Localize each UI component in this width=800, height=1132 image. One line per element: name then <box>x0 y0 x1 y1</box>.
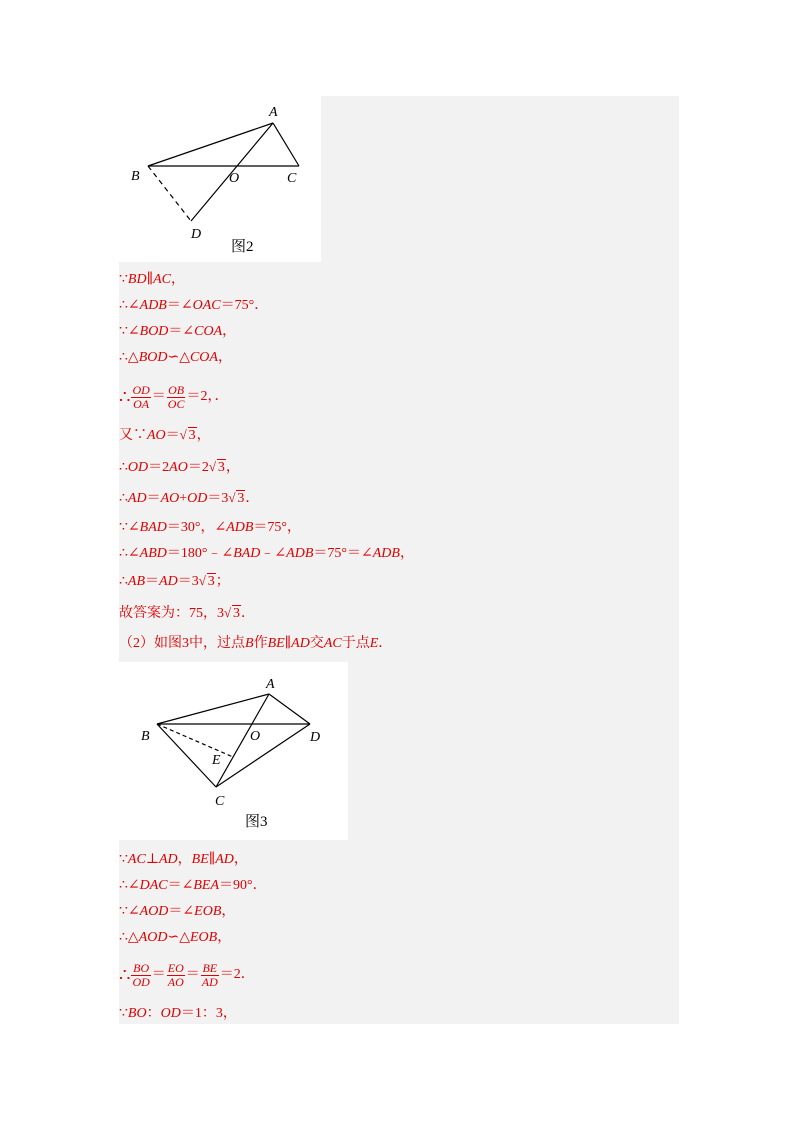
sqrt-3: √ 3 <box>228 489 245 509</box>
label-d: D <box>191 227 202 242</box>
label-c: C <box>215 794 225 809</box>
fraction-bo-od: $\frac{BO}{OD}$ <box>132 960 150 989</box>
line-18: ∴ $\frac{BO}{OD}$ ＝ $\frac{EO}{AO}$ ＝ $\frac{BE}{AD}$ ＝2． <box>119 960 255 989</box>
line-1: ∵BD∥AC， <box>119 272 185 287</box>
segment-be-dashed <box>157 724 233 757</box>
label-b: B <box>131 169 140 184</box>
sqrt-3: √ 3 <box>224 604 241 624</box>
line-7: ∴OD＝2AO＝2√ 3， <box>119 458 240 478</box>
line-19: ∵BO：OD＝1：3， <box>119 1006 237 1021</box>
segment-ad <box>269 694 310 724</box>
label-b: B <box>141 729 150 744</box>
line-17: ∴△AOD∽△EOB， <box>119 930 232 945</box>
label-e: E <box>212 753 221 768</box>
line-11: ∴AB＝AD＝3√ 3； <box>119 572 230 592</box>
line-15: ∴∠DAC＝∠BEA＝90°． <box>119 878 267 893</box>
sqrt-3: √ 3 <box>180 426 197 446</box>
line-12: 故答案为：75，3√ 3． <box>119 604 255 624</box>
line-14: ∵AC⊥AD，BE∥AD， <box>119 852 248 867</box>
figure-3 <box>119 662 348 840</box>
line-8: ∴AD＝AO+OD＝3√ 3． <box>119 489 259 509</box>
sqrt-3: √ 3 <box>199 572 216 592</box>
label-d: D <box>310 730 321 745</box>
figure-2 <box>119 96 321 262</box>
line-6: 又∵AO＝√ 3， <box>119 426 211 446</box>
line-3: ∵∠BOD＝∠COA， <box>119 324 237 339</box>
segment-bc <box>157 724 216 787</box>
fraction-be-ad: $\frac{BE}{AD}$ <box>201 960 218 989</box>
figure-2-diagram <box>119 96 321 262</box>
line-16: ∵∠AOD＝∠EOB， <box>119 904 236 919</box>
label-o: O <box>250 729 261 744</box>
sqrt-3: √ 3 <box>209 458 226 478</box>
label-a: A <box>269 105 278 120</box>
fraction-eo-ao: $\frac{EO}{AO}$ <box>167 960 184 989</box>
label-o: O <box>229 171 240 186</box>
line-9: ∵∠BAD＝30°，∠ADB＝75°， <box>119 520 302 535</box>
segment-ba <box>157 694 269 724</box>
line-10: ∴∠ABD＝180°﹣∠BAD﹣∠ADB＝75°＝∠ADB， <box>119 546 414 561</box>
figure-2-caption: 图2 <box>231 239 254 255</box>
segment-ac <box>216 694 269 787</box>
segment-ac <box>273 123 299 166</box>
figure-3-caption: 图3 <box>245 814 268 830</box>
line-13: （2）如图3中，过点B作BE∥AD交AC于点E． <box>119 636 393 651</box>
label-a: A <box>266 677 275 692</box>
segment-bd-dashed <box>148 166 191 221</box>
fraction-ob-oc: $\frac{OB}{OC}$ <box>167 382 185 411</box>
line-5: ∴ $\frac{OD}{OA}$ ＝ $\frac{OB}{OC}$ ＝2，． <box>119 382 229 411</box>
figure-3-diagram <box>119 662 348 840</box>
fraction-od-oa: $\frac{OD}{OA}$ <box>132 382 150 411</box>
line-4: ∴△BOD∽△COA， <box>119 350 232 365</box>
label-c: C <box>287 171 297 186</box>
line-2: ∴∠ADB＝∠OAC＝75°． <box>119 298 269 313</box>
